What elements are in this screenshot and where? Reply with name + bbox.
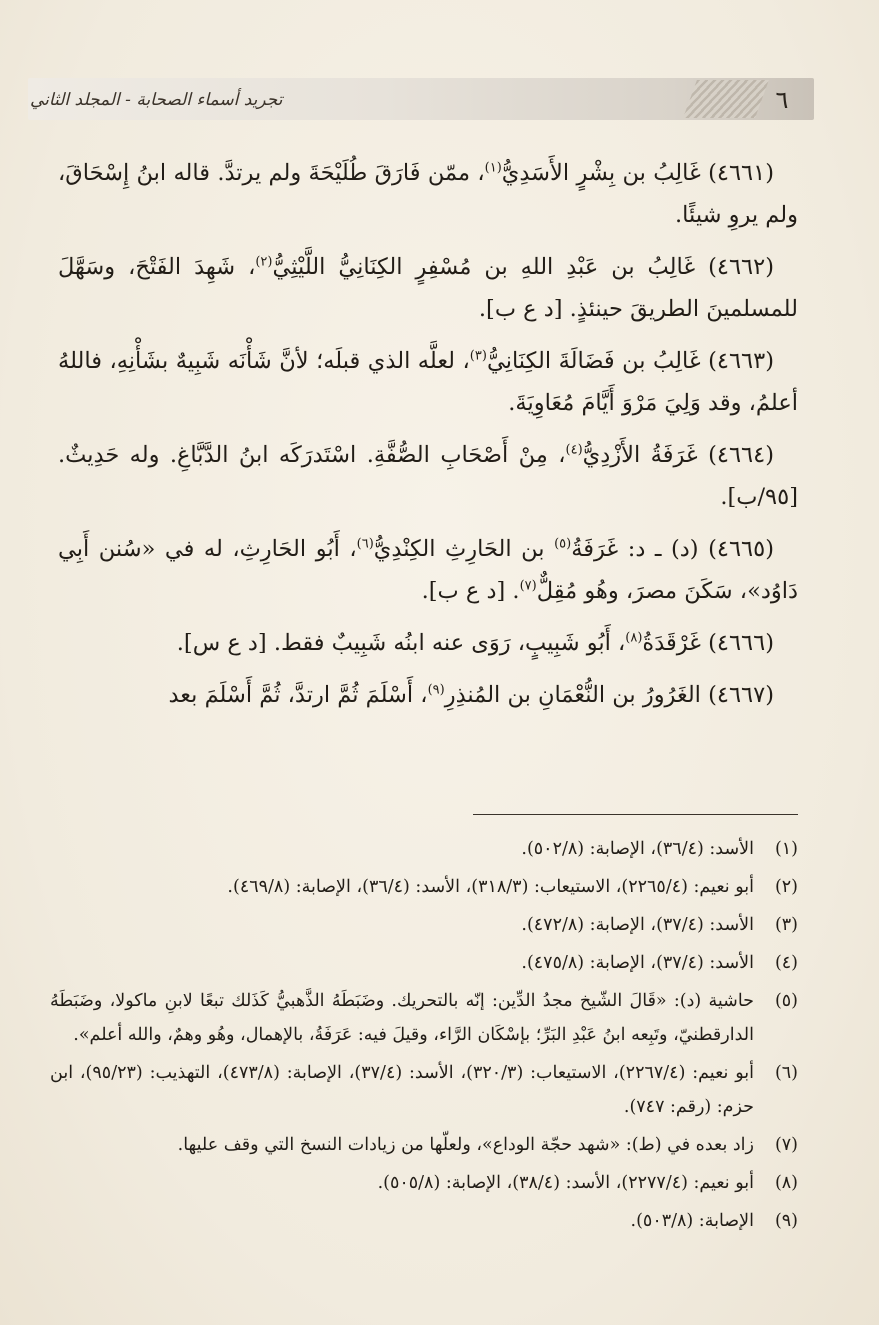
entry-4663	[58, 340, 798, 424]
entry-4665	[58, 528, 798, 612]
footnote	[50, 1056, 798, 1124]
footnote-number: (١)	[774, 839, 798, 859]
running-title: تجريد أسماء الصحابة - المجلد الثاني	[30, 90, 283, 110]
footnote-number: (٨)	[774, 1173, 798, 1193]
footnotes-list	[50, 832, 798, 1242]
footnote-number: (٥)	[774, 991, 798, 1011]
entry-text: ، أَبُو شَبِيبٍ، رَوَى عنه ابنُه شَبِيبٌ فقط. [د ع س].	[176, 630, 626, 656]
footnote	[50, 946, 798, 980]
entry-4666	[58, 622, 798, 664]
header-ornament	[683, 80, 769, 118]
entry-text: . [د ع ب].	[421, 578, 520, 604]
entry-text: (٤٦٦٥) (د) ـ د: غَرَفَةُ	[571, 536, 775, 562]
footnote-number: (٢)	[774, 877, 798, 897]
footnote-ref: (٦)	[356, 536, 374, 552]
entry-text: (٤٦٦٤) غَرَفَةُ الأَزْدِيُّ	[582, 442, 774, 468]
footnote-text: الإصابة: (٥٠٣/٨).	[630, 1211, 754, 1231]
entry-4667	[58, 674, 798, 716]
footnote-number: (٩)	[774, 1211, 798, 1231]
entry-4664	[58, 434, 798, 518]
entry-text: ، شَهِدَ الفَتْحَ، وسَهَّلَ للمسلمينَ الطريقَ حينئذٍ. [د ع ب].	[58, 254, 798, 322]
footnote-number: (٤)	[774, 953, 798, 973]
entry-text: (٤٦٦٢) غَالِبُ بن عَبْدِ اللهِ بن مُسْفِرٍ الكِنَانِيُّ اللَّيْثِيُّ	[272, 254, 774, 280]
footnote-text: زاد بعده في (ط): «شهد حجّة الوداع»، ولعلّها من زيادات النسخ التي وقف عليها.	[177, 1135, 754, 1155]
entry-text: ، أَبُو الحَارِثِ، له في «سُنن أَبِي دَاوُد»، سَكَنَ مصرَ، وهُو مُقِلٌّ	[58, 536, 798, 604]
footnote	[50, 984, 798, 1052]
footnote-ref: (٣)	[469, 348, 487, 364]
entry-text: (٤٦٦٦) غَرْقَدَةُ	[642, 630, 774, 656]
page-number: ٦	[775, 86, 789, 114]
footnote	[50, 832, 798, 866]
footnote-text: أبو نعيم: (٢٢٧٧/٤)، الأسد: (٣٨/٤)، الإصابة: (٥٠٥/٨).	[377, 1173, 754, 1193]
footnote	[50, 1128, 798, 1162]
entry-text: (٤٦٦٣) غَالِبُ بن فَضَالَةَ الكِنَانِيُّ	[486, 348, 774, 374]
footnote-divider	[473, 814, 798, 815]
footnote-text: الأسد: (٣٧/٤)، الإصابة: (٤٧٥/٨).	[521, 953, 754, 973]
footnote-text: الأسد: (٣٧/٤)، الإصابة: (٤٧٢/٨).	[521, 915, 754, 935]
footnote	[50, 870, 798, 904]
footnote-ref: (٨)	[625, 630, 643, 646]
footnote	[50, 1204, 798, 1238]
footnote	[50, 1166, 798, 1200]
footnote	[50, 908, 798, 942]
entry-text: (٤٦٦٧) الغَرُورُ بن النُّعْمَانِ بن المُنذِرِ	[444, 682, 774, 708]
footnote-text: أبو نعيم: (٢٢٦٧/٤)، الاستيعاب: (٣٢٠/٣)، الأسد: (٣٧/٤)، الإصابة: (٤٧٣/٨)، التهذيب: (٩٥/٢٣)، ابن حزم: (رقم: ٧٤٧).	[50, 1063, 755, 1117]
entry-text: ، لعلَّه الذي قبلَه؛ لأنَّ شَأْنَه شَبِيهٌ بشَأْنِهِ، فاللهُ أعلمُ، وقد وَلِيَ مَرْوَ أَيَّامَ مُعَاوِيَةَ.	[58, 348, 798, 416]
entry-text: ، مِنْ أَصْحَابِ الصُّفَّةِ. اسْتَدرَكَه ابنُ الدَّبَّاغِ. وله حَدِيثٌ. [٩٥/ب].	[58, 442, 798, 510]
footnote-ref: (١)	[484, 160, 502, 176]
footnote-text: حاشية (د): «قَالَ الشّيخ مجدُ الدِّين: إنّه بالتحريك. وضَبَطَهُ الذَّهبيُّ كَذَلك تبعًا لابنِ ماكولا، وضَبَطَهُ الدارقطنيّ، وتَبِعه ابنُ عَبْدِ البَرِّ؛ بإسْكَان الرَّاء، وقيلَ فيه: عَرَفَةُ، بالإهمال، وهُو وهمٌ، والله أعلم».	[50, 991, 754, 1045]
footnote-ref: (٧)	[519, 578, 537, 594]
footnote-number: (٦)	[774, 1063, 798, 1083]
entry-text: ، ممّن فَارَقَ طُلَيْحَةَ ولم يرتدَّ. قاله ابنُ إِسْحَاقَ، ولم يروِ شيئًا.	[58, 160, 798, 228]
footnote-text: أبو نعيم: (٢٢٦٥/٤)، الاستيعاب: (٣١٨/٣)، الأسد: (٣٦/٤)، الإصابة: (٤٦٩/٨).	[227, 877, 754, 897]
footnote-ref: (٥)	[554, 536, 572, 552]
footnote-ref: (٩)	[427, 682, 445, 698]
footnote-text: الأسد: (٣٦/٤)، الإصابة: (٥٠٢/٨).	[521, 839, 754, 859]
footnote-number: (٣)	[774, 915, 798, 935]
entry-text: ، أَسْلَمَ ثُمَّ ارتدَّ، ثُمَّ أَسْلَمَ بعد	[168, 682, 428, 708]
entry-text: بن الحَارِثِ الكِنْدِيُّ	[373, 536, 555, 562]
footnote-number: (٧)	[774, 1135, 798, 1155]
entry-4662	[58, 246, 798, 330]
entry-text: (٤٦٦١) غَالِبُ بن بِشْرٍ الأَسَدِيُّ	[501, 160, 774, 186]
entries-list	[58, 152, 798, 726]
footnote-ref: (٢)	[255, 254, 273, 270]
footnote-ref: (٤)	[565, 442, 583, 458]
entry-4661	[58, 152, 798, 236]
